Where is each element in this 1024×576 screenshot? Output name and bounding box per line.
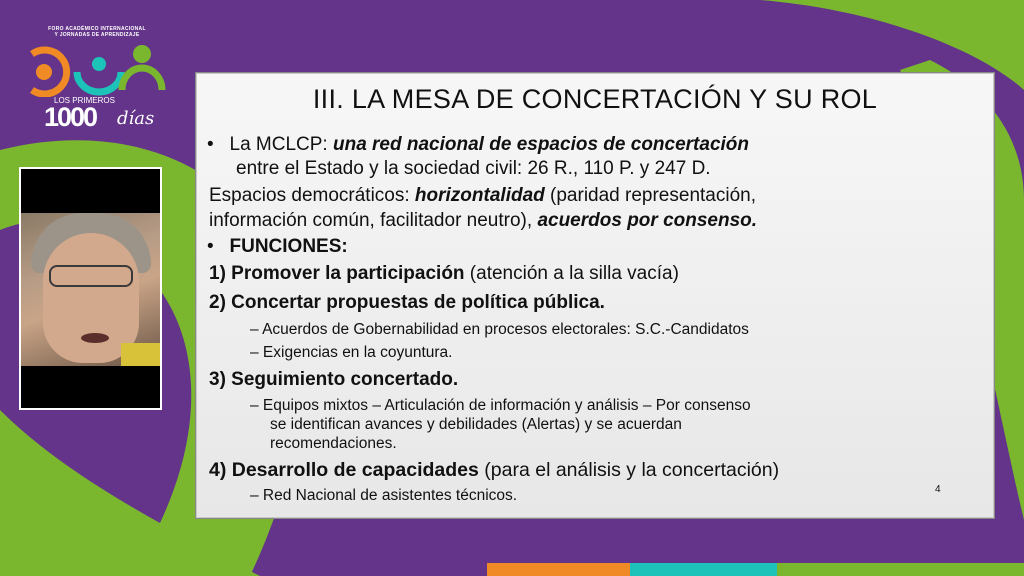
funcion-3-sub: recomendaciones. bbox=[270, 435, 397, 452]
presentation-slide bbox=[196, 73, 994, 518]
logo-script: días bbox=[117, 108, 155, 129]
espacios-line2: información común, facilitador neutro), acuerdos por consenso. bbox=[209, 210, 758, 231]
event-logo bbox=[22, 22, 192, 132]
speaker-video-feed bbox=[21, 213, 160, 366]
funcion-2-sub: – Exigencias en la coyuntura. bbox=[250, 344, 453, 361]
bullet-mclcp-line2: entre el Estado y la sociedad civil: 26 R., 110 P. y 247 D. bbox=[236, 158, 711, 179]
speaker-video[interactable] bbox=[19, 167, 162, 410]
logo-subtitle: LOS PRIMEROS bbox=[54, 96, 115, 105]
funcion-2-sub: – Acuerdos de Gobernabilidad en procesos electorales: S.C.-Candidatos bbox=[250, 321, 749, 338]
logo-number: 1000 bbox=[44, 102, 97, 132]
funcion-2: 2) Concertar propuestas de política pública. bbox=[209, 292, 605, 313]
funcion-3: 3) Seguimiento concertado. bbox=[209, 369, 459, 390]
logo-event-name: FORO ACADÉMICO INTERNACIONAL Y JORNADAS DE APRENDIZAJE bbox=[48, 26, 146, 38]
funciones-heading: • FUNCIONES: bbox=[207, 236, 348, 257]
orange-bar bbox=[487, 563, 630, 576]
funcion-3-sub: se identifican avances y debilidades (Alertas) y se acuerdan bbox=[270, 416, 682, 433]
funcion-1: 1) Promover la participación (atención a la silla vacía) bbox=[209, 263, 679, 284]
teal-bar bbox=[630, 563, 777, 576]
glasses bbox=[49, 265, 133, 287]
logo-figures-icon bbox=[22, 42, 172, 97]
espacios-line1: Espacios democráticos: horizontalidad (paridad representación, bbox=[209, 185, 756, 206]
funcion-3-sub: – Equipos mixtos – Articulación de información y análisis – Por consenso bbox=[250, 397, 751, 414]
slide-page-number: 4 bbox=[935, 484, 941, 495]
slide-title: III. LA MESA DE CONCERTACIÓN Y SU ROL bbox=[312, 84, 878, 114]
bullet-mclcp: • La MCLCP: una red nacional de espacios de concertación bbox=[207, 134, 750, 155]
funcion-4: 4) Desarrollo de capacidades (para el análisis y la concertación) bbox=[209, 459, 780, 481]
funcion-4-sub: – Red Nacional de asistentes técnicos. bbox=[250, 487, 518, 504]
green-bar bbox=[777, 563, 1024, 576]
